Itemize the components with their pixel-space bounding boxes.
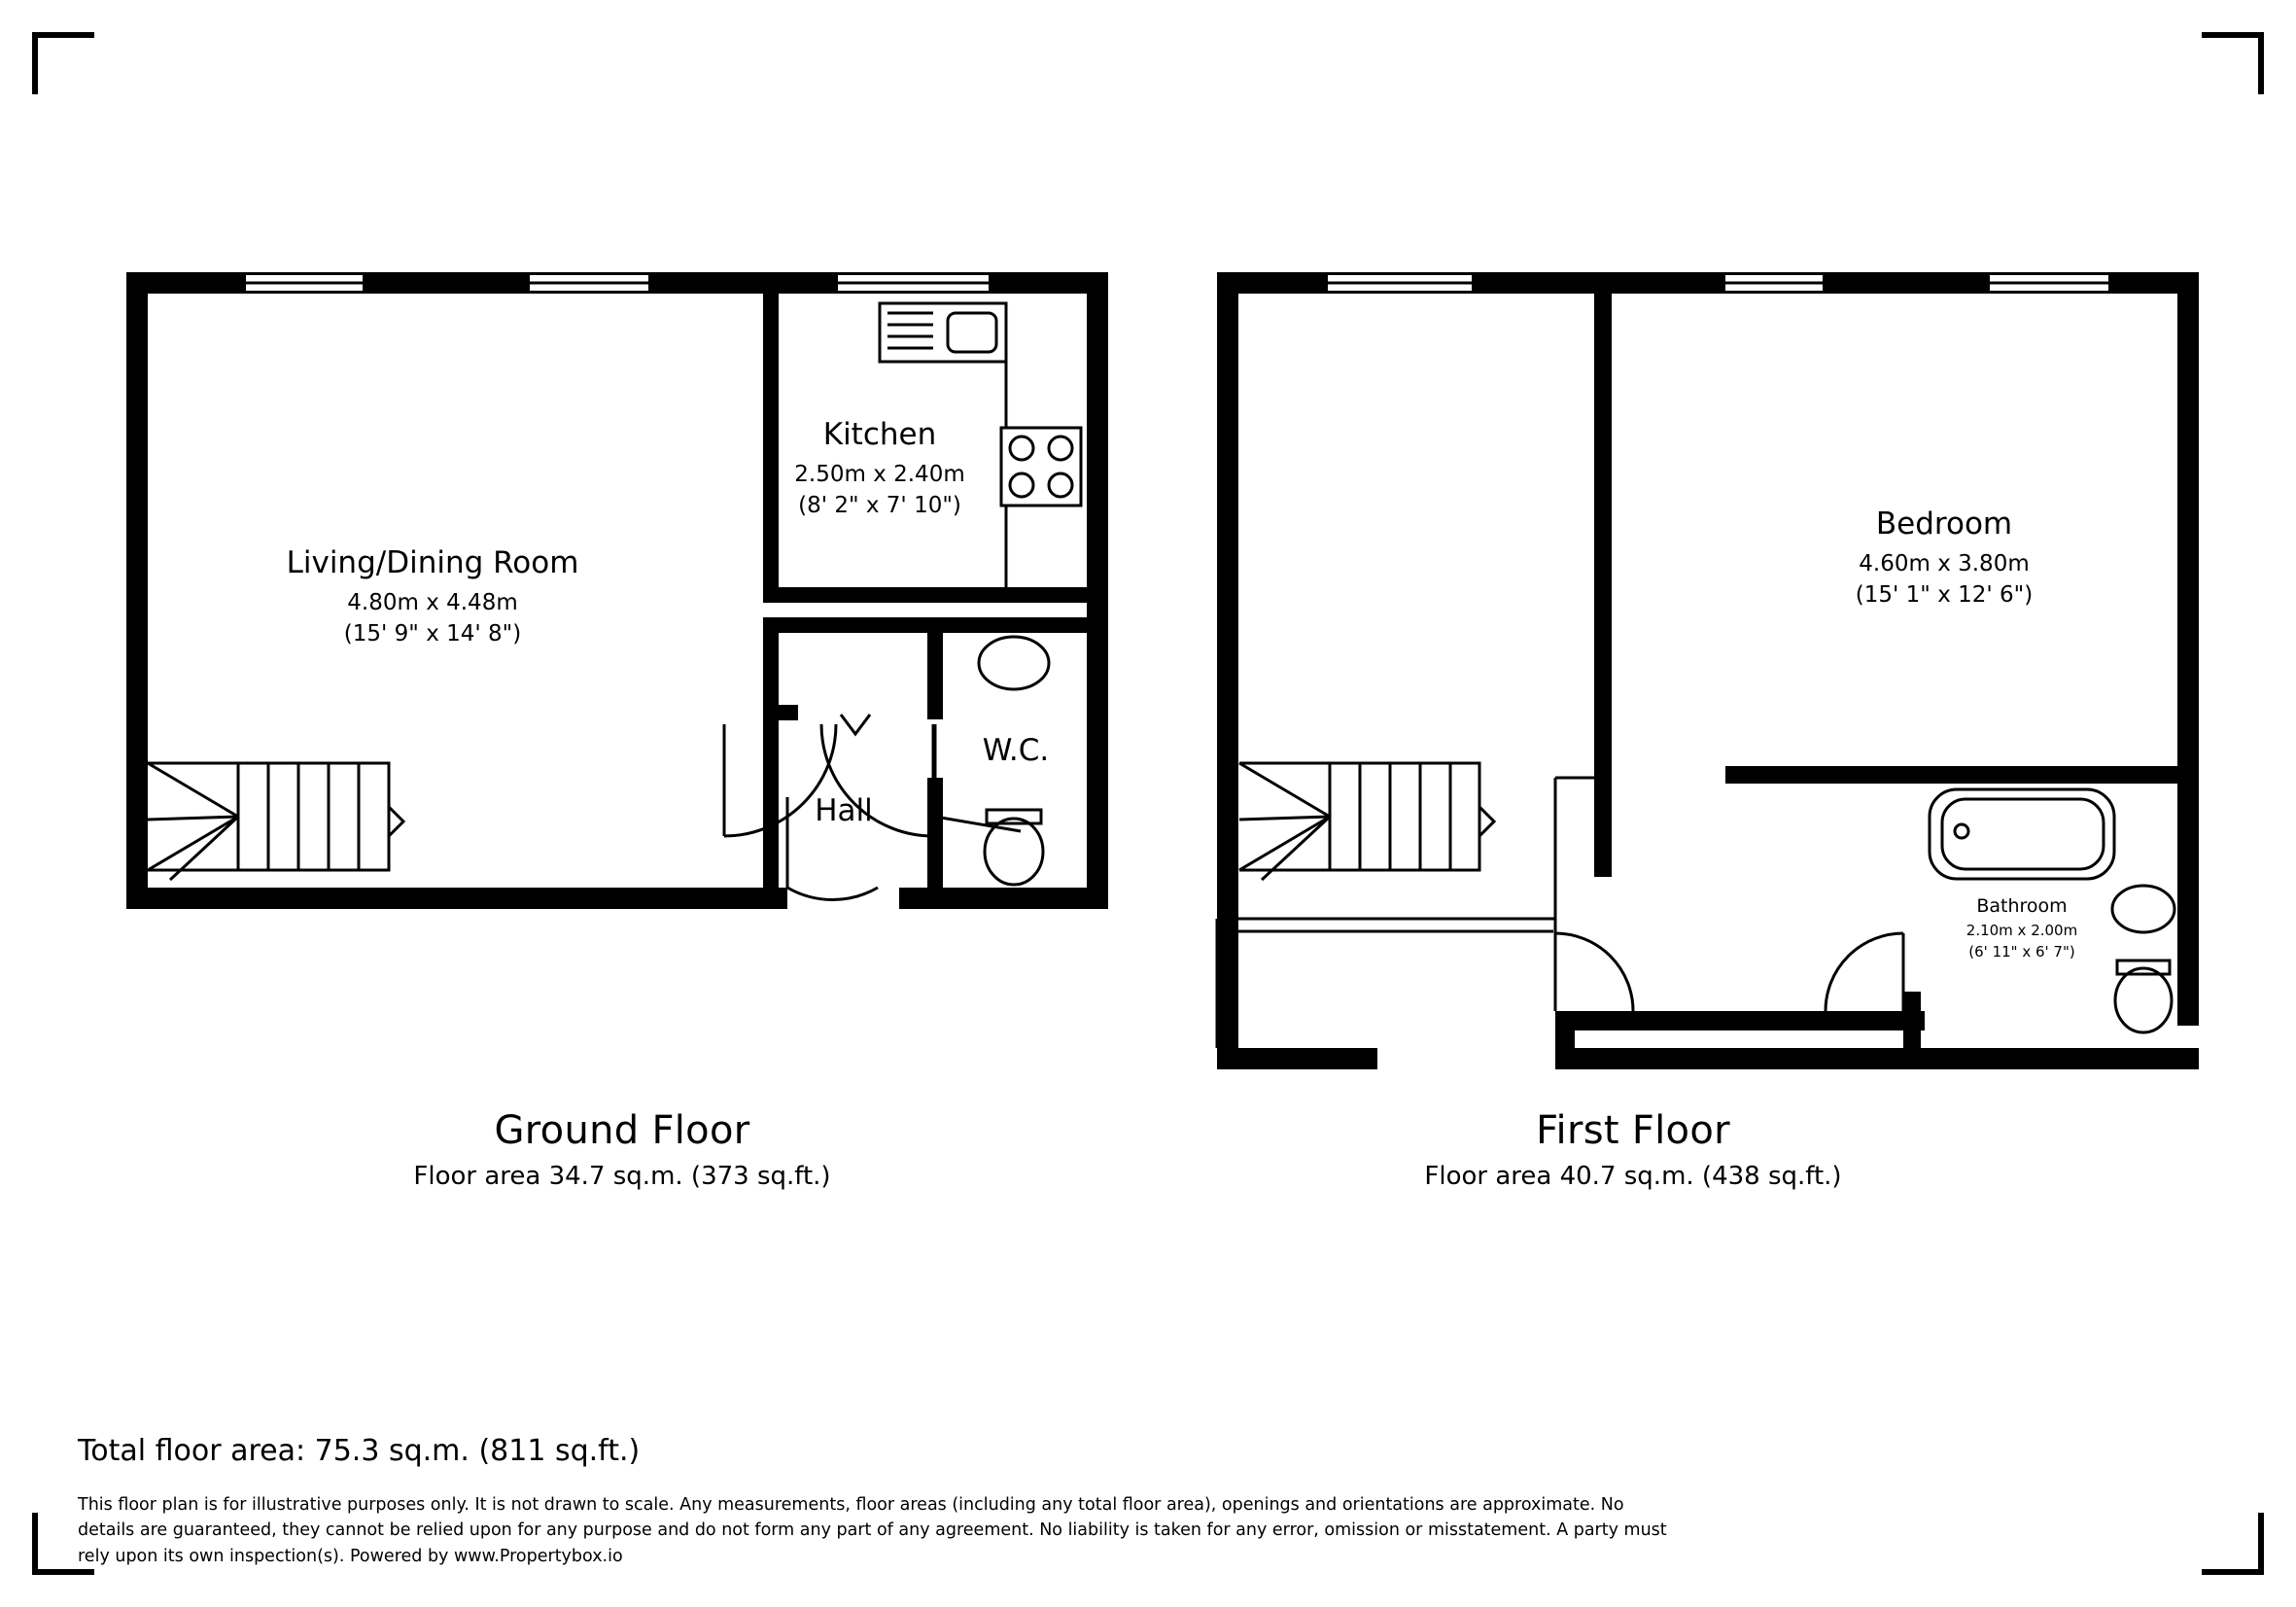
room-label-bedroom [1711, 506, 2177, 611]
room-dim-imperial: (15' 9" x 14' 8") [343, 621, 522, 647]
ground-wall-living-right [763, 617, 779, 909]
first-wall-left [1217, 272, 1238, 1069]
room-dim-metric: 4.80m x 4.48m [347, 589, 518, 615]
first-landing-door [1555, 933, 1633, 1011]
wc-basin [979, 637, 1049, 689]
first-floor-lower-outline [1217, 919, 1555, 1048]
room-dim-imperial: (15' 1" x 12' 6") [1855, 582, 2034, 609]
room-dim-metric: 2.10m x 2.00m [1966, 922, 2078, 940]
ground-window-2 [530, 272, 648, 294]
bathroom-toilet [2115, 961, 2172, 1032]
floor-title-text: First Floor [1536, 1108, 1730, 1153]
ground-wall-wc-left [927, 617, 943, 719]
bathroom-bath [1930, 789, 2114, 879]
room-name: Bathroom [1976, 895, 2068, 917]
ground-wall-left [126, 272, 148, 909]
first-wall-right [2177, 272, 2199, 1026]
total-floor-area: Total floor area: 75.3 sq.m. (811 sq.ft.) [78, 1434, 641, 1468]
first-stairs [1239, 763, 1594, 1011]
ground-floor-title [321, 1108, 923, 1191]
first-bathroom-door [1826, 933, 1903, 1011]
first-window-3 [1990, 272, 2108, 294]
kitchen-hob [1001, 428, 1081, 506]
first-window-1 [1328, 272, 1472, 294]
ground-wall-right [1087, 272, 1108, 909]
room-name: Bedroom [1875, 507, 2013, 541]
floor-area-text: Floor area 34.7 sq.m. (373 sq.ft.) [413, 1162, 831, 1191]
room-label-wc [948, 732, 1084, 771]
room-dim-metric: 4.60m x 3.80m [1859, 550, 2030, 576]
first-wall-bedroom-left [1594, 294, 1612, 877]
first-floor-title [1293, 1108, 1973, 1191]
room-label-kitchen [768, 416, 991, 521]
room-name: Living/Dining Room [286, 545, 579, 580]
room-name: Hall [815, 793, 873, 828]
room-dim-metric: 2.50m x 2.40m [794, 461, 965, 487]
ground-wall-hall-stub [763, 705, 798, 720]
room-dim-imperial: (6' 11" x 6' 7") [1968, 942, 2075, 961]
first-wall-bottom-left [1217, 1048, 1377, 1069]
first-window-2 [1725, 272, 1823, 294]
ground-wall-wc-left-lower [927, 778, 943, 909]
floor-area-text: Floor area 40.7 sq.m. (438 sq.ft.) [1424, 1162, 1842, 1191]
room-label-hall [766, 792, 922, 831]
first-wall-landing-bottom-2 [1555, 1011, 1575, 1067]
ground-window-3 [838, 272, 989, 294]
room-name: Kitchen [822, 417, 937, 452]
ground-wall-kitchen-bottom [763, 587, 1089, 603]
first-wall-landing-bottom [1555, 1011, 1925, 1031]
first-wall-bottom [1555, 1048, 2199, 1069]
room-dim-imperial: (8' 2" x 7' 10") [798, 493, 961, 519]
room-label-bathroom [1905, 894, 2139, 961]
first-wall-bathroom-top [1725, 766, 2199, 784]
ground-stairs [148, 763, 403, 880]
ground-wall-bottom [126, 888, 787, 909]
kitchen-sink-unit [880, 303, 1006, 362]
crop-mark-top-right [2202, 32, 2264, 94]
first-wall-bathroom-left [1903, 992, 1921, 1069]
crop-mark-bottom-right [2202, 1513, 2264, 1575]
ground-wall-hall-top [763, 617, 1089, 633]
room-name: W.C. [982, 733, 1050, 768]
room-label-living-dining [156, 544, 710, 649]
disclaimer-text: This floor plan is for illustrative purposes only. It is not drawn to scale. Any measurements, floor areas (including any total floor area), openings and orientations are approximate. No details are guaranteed, they cannot be relied upon for any purpose and do not form any part of any agreement. No liability is taken for any error, omission or misstatement. A party must rely upon its own inspection(s). Powered by www.Propertybox.io [78, 1495, 1667, 1566]
ground-window-1 [246, 272, 363, 294]
crop-mark-top-left [32, 32, 94, 94]
wc-toilet [985, 810, 1043, 885]
floor-title-text: Ground Floor [494, 1108, 750, 1153]
